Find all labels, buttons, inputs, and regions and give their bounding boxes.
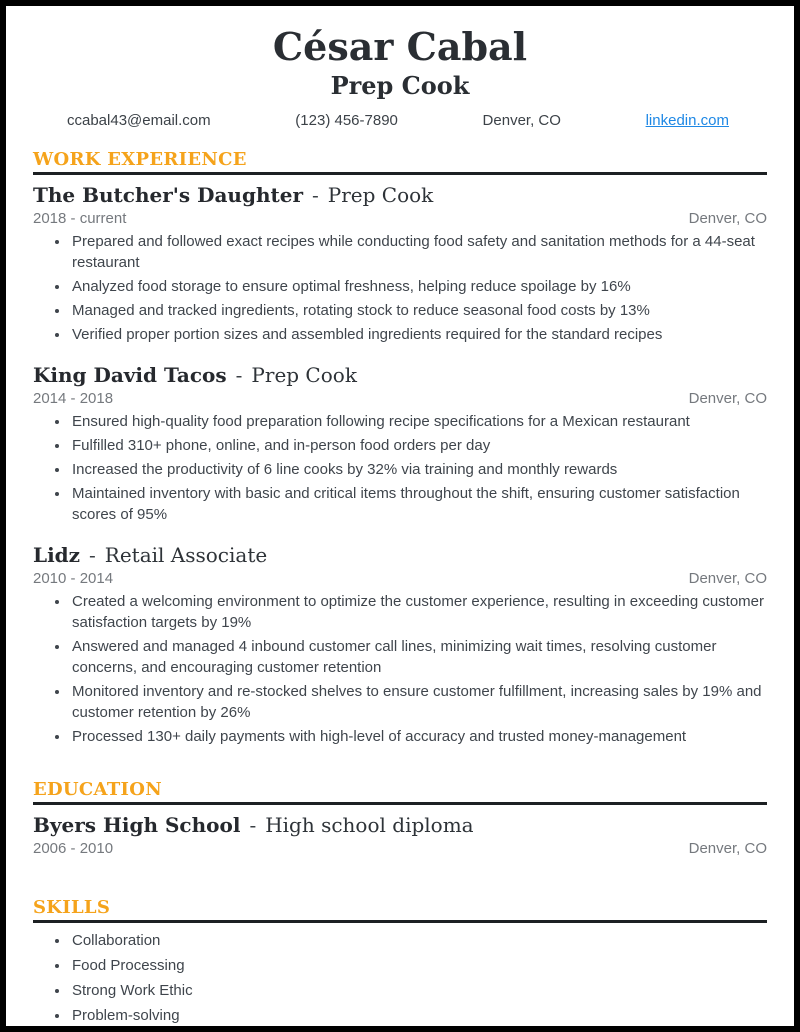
contact-location: Denver, CO: [482, 112, 561, 130]
education-section: [33, 779, 767, 857]
entry-title: [33, 362, 767, 388]
entry-bullet-list: [33, 411, 767, 525]
title-separator: -: [235, 363, 243, 388]
bullet-item: • Monitored inventory and re-stocked shelves to ensure customer fulfillment, increasing sales by 19% and customer retention by 26%: [70, 681, 767, 723]
work-experience-section: [33, 149, 767, 747]
entry-location: Denver, CO: [688, 840, 767, 858]
bullet-item: • Verified proper portion sizes and assembled ingredients required for the standard recipes: [70, 324, 767, 345]
company-name: Lidz: [33, 543, 81, 568]
title-separator: -: [312, 183, 319, 208]
skill-item: • Food Processing: [70, 955, 767, 977]
bullet-item: • Created a welcoming environment to optimize the customer experience, resulting in exceeding customer satisfaction targets by 19%: [70, 591, 767, 633]
entry-bullet-list: [33, 231, 767, 345]
bullet-item: • Prepared and followed exact recipes while conducting food safety and sanitation methods for a 44-seat restaurant: [70, 231, 767, 273]
bullet-item: • Increased the productivity of 6 line cooks by 32% via training and monthly rewards: [70, 459, 767, 480]
work-experience-heading: WORK EXPERIENCE: [33, 149, 767, 175]
linkedin-link[interactable]: linkedin.com: [645, 112, 729, 130]
title-separator: -: [89, 543, 96, 568]
bullet-item: • Analyzed food storage to ensure optimal freshness, helping reduce spoilage by 16%: [70, 276, 767, 297]
entry-dates: 2018 - current: [33, 210, 127, 228]
entry-dates: 2014 - 2018: [33, 390, 114, 408]
company-name: The Butcher's Daughter: [33, 183, 303, 208]
page-title: César Cabal: [272, 24, 528, 69]
work-entry-butchers-daughter: [33, 182, 767, 345]
title-separator: -: [249, 813, 257, 838]
role-name: Prep Cook: [251, 363, 357, 388]
degree-name: High school diploma: [265, 813, 474, 838]
entry-meta: [33, 570, 767, 587]
contact-phone: (123) 456-7890: [295, 112, 398, 130]
school-name: Byers High School: [33, 813, 241, 838]
entry-title: [33, 542, 767, 568]
work-entry-king-david-tacos: [33, 362, 767, 525]
entry-title: [33, 182, 767, 208]
skills-list: [33, 930, 767, 1026]
entry-location: Denver, CO: [688, 570, 767, 588]
entry-meta: [33, 390, 767, 407]
entry-location: Denver, CO: [688, 210, 767, 228]
entry-title: [33, 812, 767, 838]
role-name: Retail Associate: [104, 543, 268, 568]
skills-section: [33, 897, 767, 1026]
bullet-item: • Ensured high-quality food preparation following recipe specifications for a Mexican restaurant: [70, 411, 767, 432]
contact-row: [33, 112, 767, 129]
work-entry-lidz: [33, 542, 767, 747]
skill-item: • Collaboration: [70, 930, 767, 952]
skill-item: • Strong Work Ethic: [70, 980, 767, 1002]
education-entry-byers: [33, 812, 767, 857]
skill-item: • Problem-solving: [70, 1005, 767, 1027]
bullet-item: • Processed 130+ daily payments with high-level of accuracy and trusted money-management: [70, 726, 767, 747]
bullet-item: • Fulfilled 310+ phone, online, and in-person food orders per day: [70, 435, 767, 456]
entry-meta: [33, 210, 767, 227]
entry-meta: [33, 840, 767, 857]
entry-location: Denver, CO: [688, 390, 767, 408]
bullet-item: • Answered and managed 4 inbound customer call lines, minimizing wait times, resolving customer concerns, and encouraging customer retention: [70, 636, 767, 678]
entry-dates: 2010 - 2014: [33, 570, 114, 588]
resume-subtitle: Prep Cook: [330, 70, 470, 100]
company-name: King David Tacos: [33, 363, 227, 388]
education-heading: EDUCATION: [33, 779, 767, 805]
contact-email: ccabal43@email.com: [67, 112, 211, 130]
skills-heading: SKILLS: [33, 897, 767, 923]
bullet-item: • Maintained inventory with basic and critical items throughout the shift, ensuring customer satisfaction scores of 95%: [70, 483, 767, 525]
bullet-item: • Managed and tracked ingredients, rotating stock to reduce seasonal food costs by 13%: [70, 300, 767, 321]
entry-bullet-list: [33, 591, 767, 747]
entry-dates: 2006 - 2010: [33, 840, 114, 858]
resume-header: [33, 24, 767, 129]
role-name: Prep Cook: [327, 183, 434, 208]
